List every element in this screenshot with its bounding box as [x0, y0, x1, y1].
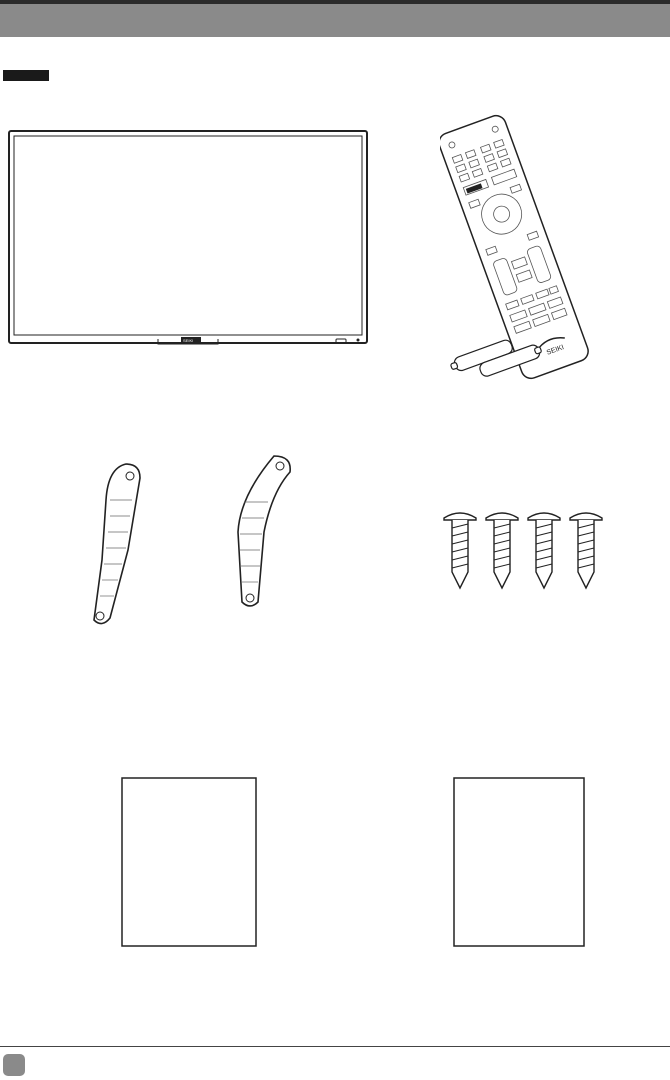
page-number-badge [3, 1054, 25, 1076]
stand-leg-right-icon [222, 452, 297, 612]
remote-brand-label: SEIKI [545, 344, 566, 357]
screw-icon [482, 508, 522, 592]
screw-icon [524, 508, 564, 592]
screw-icon [566, 508, 606, 592]
document-icon [120, 776, 260, 948]
section-label-tab [3, 70, 49, 81]
stand-leg-left-icon [88, 460, 148, 630]
aaa-batteries-icon [446, 330, 546, 380]
led-tv-icon [8, 130, 370, 348]
document-icon [452, 776, 588, 948]
header-bar [0, 4, 670, 37]
footer-rule [0, 1046, 670, 1047]
tv-brand-label: SEIKI [183, 338, 194, 343]
screw-icon [440, 508, 480, 592]
